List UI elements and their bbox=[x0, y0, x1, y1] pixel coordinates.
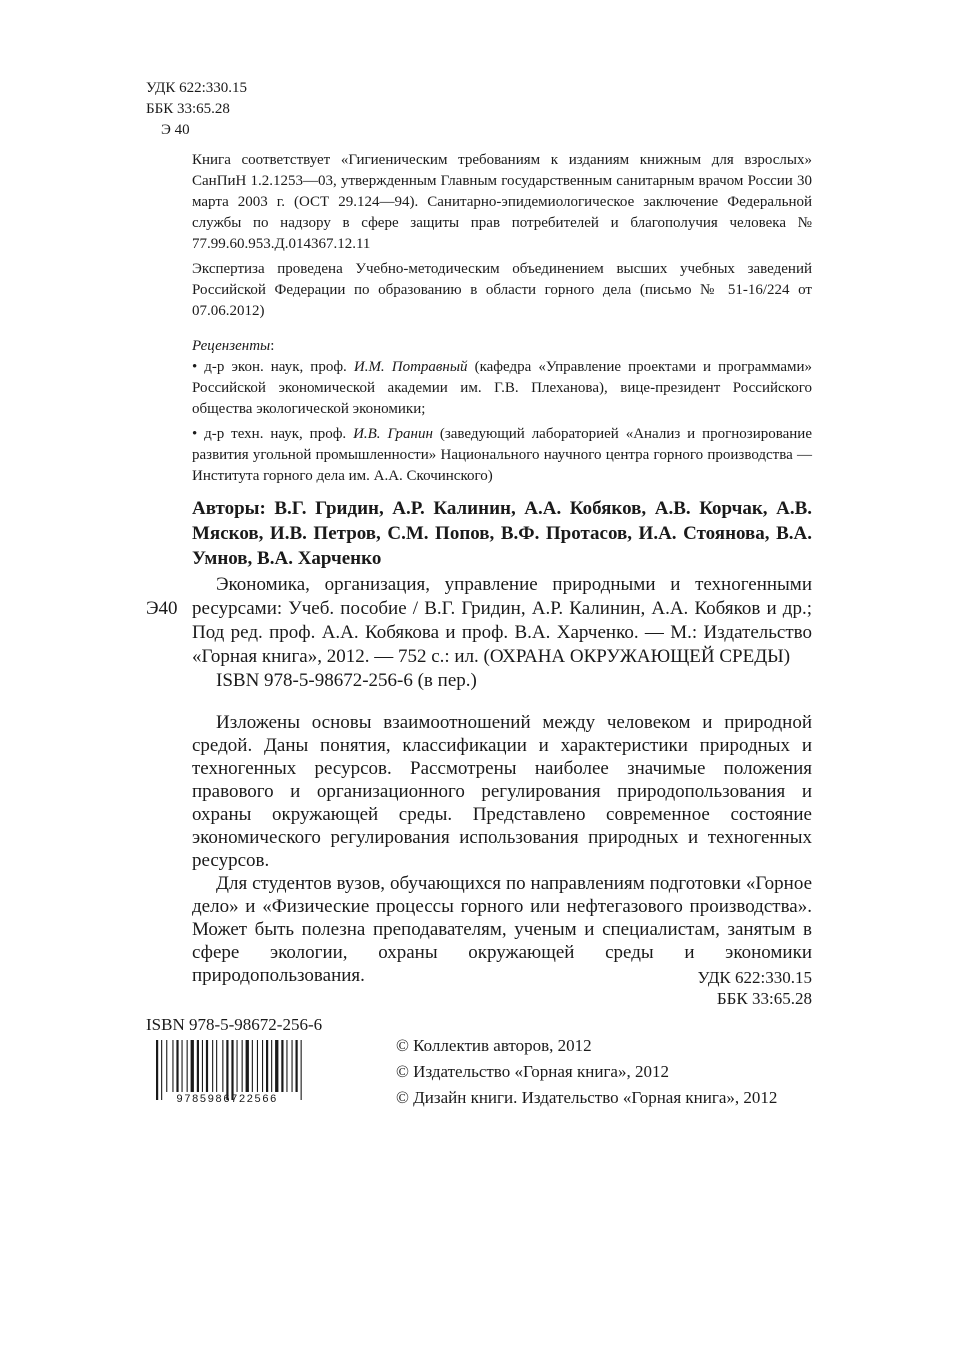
annotation-paragraph: Изложены основы взаимоотношений между человеком и природной средой. Даны понятия, классификации и характеристики природных и техногенных ресурсов. Рассмотрены наиболее значимые положения правового и организационного регулирования природопользования и охраны окружающей среды. Представлено современное состояние экономического регулирования использования природных и техногенных ресурсов. bbox=[192, 712, 812, 871]
expertise-text: Экспертиза проведена Учебно-методическим объединением высших учебных заведений Российской Федерации по образованию в области горного дела (письмо № 51-16/224 от 07.06.2012) bbox=[192, 261, 812, 319]
barcode-bar bbox=[176, 1040, 178, 1092]
barcode-bar bbox=[275, 1040, 278, 1092]
barcode-bar bbox=[197, 1040, 199, 1092]
copyright-line: © Дизайн книги. Издательство «Горная книга», 2012 bbox=[396, 1088, 778, 1107]
barcode-bar bbox=[216, 1040, 217, 1092]
barcode-bar bbox=[286, 1040, 287, 1092]
barcode-bar bbox=[271, 1040, 272, 1092]
index-code: Э40 bbox=[146, 598, 178, 619]
reviewer-prefix: • д-р техн. наук, проф. bbox=[192, 426, 354, 442]
bbk-code-bottom: ББК 33:65.28 bbox=[716, 989, 812, 1008]
barcode-bar bbox=[246, 1040, 249, 1092]
annotation bbox=[192, 711, 812, 987]
authors-list bbox=[192, 496, 812, 571]
copyright-line: © Коллектив авторов, 2012 bbox=[396, 1036, 592, 1055]
reviewer-item bbox=[192, 357, 812, 420]
barcode-bar bbox=[156, 1040, 158, 1100]
sanpin-text: Книга соответствует «Гигиеническим требованиям к изданиям книжным для взрослых» СанПиН 1.2.1253—03, утвержденным Главным государственным санитарным врачом России 30 марта 2003 г. (ОСТ 29.124—94). Санитарно-эпидемиологическое заключение Федеральной службы по надзору в сфере защиты прав потребителей и благополучия человека № 77.99.60.953.Д.014367.12.11 bbox=[192, 152, 812, 252]
barcode-bar bbox=[187, 1040, 188, 1092]
reviewers-colon: : bbox=[270, 338, 275, 354]
barcode-bar bbox=[172, 1040, 173, 1092]
classification-codes bbox=[146, 78, 247, 141]
barcode-bar bbox=[242, 1040, 243, 1092]
barcode-bar bbox=[212, 1040, 213, 1092]
barcode-bar bbox=[296, 1040, 298, 1092]
barcode-bar bbox=[252, 1040, 253, 1092]
bibliographic-record bbox=[192, 573, 812, 693]
barcode-bar bbox=[191, 1040, 194, 1092]
barcode-bar bbox=[206, 1040, 208, 1092]
udk-code-bottom: УДК 622:330.15 bbox=[697, 968, 812, 987]
barcode-bar bbox=[222, 1040, 223, 1092]
barcode-digits: 9785986722566 bbox=[176, 1094, 278, 1104]
barcode-bar bbox=[226, 1040, 228, 1100]
reviewers-title: Рецензенты bbox=[192, 338, 271, 354]
reviewer-details: (заведующий лабораторией «Анализ и прогнозирование развития угольной промышленности» Национального научного центра горного производства — Института горного дела им. А.А. Скочинского) bbox=[192, 426, 812, 484]
isbn-bottom: ISBN 978-5-98672-256-6 bbox=[146, 1015, 323, 1034]
udk-code: УДК 622:330.15 bbox=[146, 80, 248, 96]
reviewer-details: (кафедра «Управление проектами и программами» Российской экономической академии им. Г.В. Плеханова), вице-президент Российского общества экологической экономики; bbox=[192, 359, 813, 417]
reviewer-item bbox=[192, 424, 812, 487]
expertise-notice bbox=[192, 259, 812, 322]
barcode-bar bbox=[161, 1040, 162, 1100]
sanpin-notice bbox=[192, 150, 812, 255]
barcode-bar bbox=[292, 1040, 293, 1092]
barcode-bar bbox=[281, 1040, 283, 1092]
barcode-bar bbox=[257, 1040, 258, 1092]
reviewer-name: И.М. Потравный bbox=[353, 359, 468, 375]
barcode-bar bbox=[237, 1040, 238, 1092]
isbn-line: ISBN 978-5-98672-256-6 (в пер.) bbox=[216, 670, 477, 691]
barcode-bar bbox=[301, 1040, 302, 1100]
barcode-bar bbox=[266, 1040, 268, 1092]
barcode-bar bbox=[166, 1040, 167, 1092]
reviewer-name: И.В. Гранин bbox=[353, 426, 433, 442]
isbn-barcode bbox=[146, 1038, 308, 1104]
barcode-bar bbox=[182, 1040, 183, 1092]
barcode-bar bbox=[231, 1040, 233, 1100]
author-sign: Э 40 bbox=[161, 122, 190, 138]
copyright-list bbox=[396, 1033, 777, 1111]
bibliographic-description: Экономика, организация, управление природными и техногенными ресурсами: Учеб. пособие / В.Г. Гридин, А.Р. Калинин, А.А. Кобяков и др.; Под ред. проф. А.А. Кобякова и проф. В.А. Харченко. — М.: Издательство «Горная книга», 2012. — 752 с.: ил. (ОХРАНА ОКРУЖАЮЩЕЙ СРЕДЫ) bbox=[192, 574, 812, 667]
annotation-paragraph: Для студентов вузов, обучающихся по направлениям подготовки «Горное дело» и «Физические процессы горного или нефтегазового производства». Может быть полезна преподавателям, ученым и специалистам, занятым в сфере экологии, охраны окружающей среды и экономики природопользования. bbox=[192, 873, 812, 986]
bbk-code: ББК 33:65.28 bbox=[146, 101, 230, 117]
barcode-bar bbox=[262, 1040, 263, 1092]
barcode-bars bbox=[156, 1040, 302, 1100]
reviewer-prefix: • д-р экон. наук, проф. bbox=[192, 359, 354, 375]
reviewers-section bbox=[192, 336, 812, 491]
authors-text: Авторы: В.Г. Гридин, А.Р. Калинин, А.А. Кобяков, А.В. Корчак, А.В. Мясков, И.В. Петров, С.М. Попов, В.Ф. Протасов, И.А. Стоянова, В.А. Умнов, В.А. Харченко bbox=[192, 498, 812, 569]
classification-codes-bottom bbox=[698, 967, 812, 1009]
reviewers-heading bbox=[192, 336, 812, 357]
copyright-line: © Издательство «Горная книга», 2012 bbox=[396, 1062, 669, 1081]
barcode-bar bbox=[202, 1040, 203, 1092]
